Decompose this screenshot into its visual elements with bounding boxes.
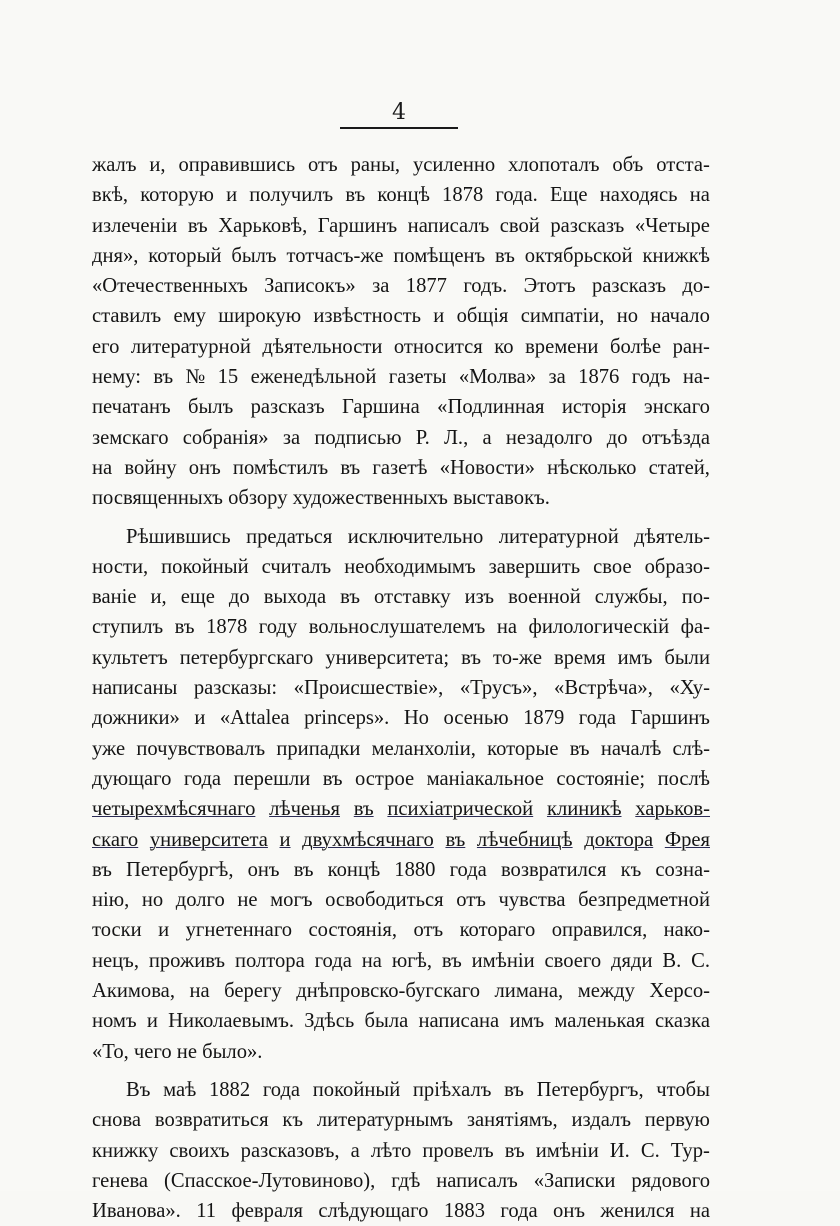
text-line: нію, но долго не могъ освободиться отъ чувства безпредметной [92,889,710,912]
text-line: дожники» и «Attalea princeps». Но осенью 1879 года Гаршинъ [92,707,710,730]
text-line: печатанъ былъ разсказъ Гаршина «Подлинная исторія энскаго [92,396,710,419]
text-line: вкѣ, которую и получилъ въ концѣ 1878 года. Еще находясь на [92,184,710,207]
text-line: снова возвратиться къ литературнымъ занятіямъ, издалъ первую [92,1109,710,1132]
text-line: земскаго собранія» за подписью Р. Л., а незадолго до отъѣзда [92,426,710,449]
text-line: номъ и Николаевымъ. Здѣсь была написана имъ маленькая сказка [92,1010,710,1033]
text-line: дующаго года перешли въ острое маніакальное состояніе; послѣ [92,767,710,790]
header-rule [340,127,458,129]
text-line: на войну онъ помѣстилъ въ газетѣ «Новости» нѣсколько статей, [92,456,710,479]
text-line: книжку своихъ разсказовъ, а лѣто провелъ въ имѣніи И. С. Тур- [92,1139,710,1162]
text-line: написаны разсказы: «Происшествіе», «Трусъ», «Встрѣча», «Ху- [92,677,710,700]
page-number: 4 [392,100,406,125]
text-line: Акимова, на берегу днѣпровско-бугскаго лимана, между Херсо- [92,980,710,1003]
text-line: его литературной дѣятельности относится ко времени болѣе ран- [92,335,710,358]
text-line: ности, покойный считалъ необходимымъ завершить свое образо- [92,555,710,578]
paragraph-3 [92,1075,710,1226]
paragraph-2 [92,522,710,1067]
text-line: посвященныхъ обзору художественныхъ выставокъ. [92,487,550,510]
text-line: генева (Спасское-Лутовиново), гдѣ написалъ «Записки рядового [92,1169,710,1192]
text-line: «Отечественныхъ Записокъ» за 1877 годъ. Этотъ разсказъ до- [92,275,710,298]
text-line: Въ маѣ 1882 года покойный пріѣхалъ въ Петербургъ, чтобы [126,1078,710,1101]
text-line: уже почувствовалъ припадки меланхоліи, которые въ началѣ слѣ- [92,737,710,760]
text-line: ставилъ ему широкую извѣстность и общія симпатіи, но начало [92,305,710,328]
text-line: ваніе и, еще до выхода въ отставку изъ военной службы, по- [92,586,710,609]
text-line: тоски и угнетеннаго состоянія, отъ котораго оправился, нако- [92,919,710,942]
text-line: дня», который былъ тотчасъ-же помѣщенъ въ октябрьской книжкѣ [92,244,710,267]
text-line: въ Петербургѣ, онъ въ концѣ 1880 года возвратился къ созна- [92,858,710,881]
text-line: «То, чего не было». [92,1040,263,1063]
paragraph-1 [92,150,710,514]
text-line-underlined: четырехмѣсячнаго лѣченья въ психіатрической клиникѣ харьков- [92,798,710,821]
body-text [92,150,710,1226]
text-line: ступилъ въ 1878 году вольнослушателемъ на филологическій фа- [92,616,710,639]
text-line-underlined: скаго университета и двухмѣсячнаго въ лѣчебницѣ доктора Фрея [92,828,710,851]
page-header [340,100,458,129]
text-line: культетъ петербургскаго университета; въ то-же время имъ были [92,646,710,669]
text-line: нему: въ № 15 еженедѣльной газеты «Молва» за 1876 годъ на- [92,366,710,389]
text-line: нецъ, проживъ полтора года на югѣ, въ имѣніи своего дяди В. С. [92,949,710,972]
text-line: жалъ и, оправившись отъ раны, усиленно хлопоталъ объ отста- [92,154,710,176]
text-line: Рѣшившись предаться исключительно литературной дѣятель- [126,525,710,548]
text-line: излеченіи въ Харьковѣ, Гаршинъ написалъ свой разсказъ «Четыре [92,214,710,237]
text-line: Иванова». 11 февраля слѣдующаго 1883 года онъ женился на [92,1200,710,1223]
